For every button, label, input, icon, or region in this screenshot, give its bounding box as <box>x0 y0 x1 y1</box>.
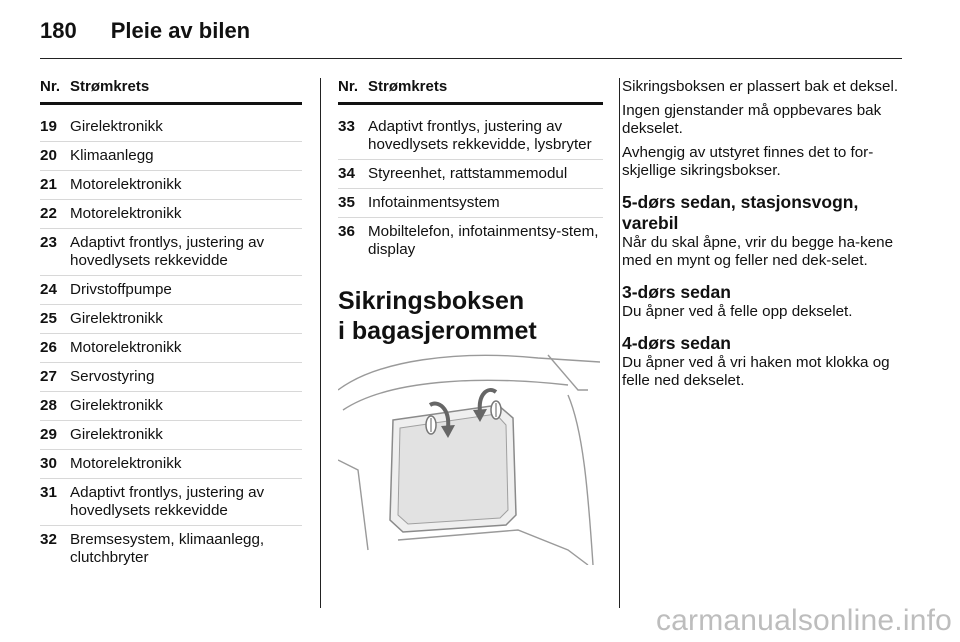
fusebox-cover <box>390 405 516 532</box>
table-header <box>338 78 603 105</box>
row-text: Motorelektronikk <box>70 205 182 222</box>
text-column-right <box>622 78 902 396</box>
paragraph: Sikringsboksen er plassert bak et deksel. <box>622 78 899 95</box>
column-header-circuit: Strømkrets <box>368 78 448 95</box>
row-text: Infotainmentsystem <box>368 194 500 211</box>
page-title: Pleie av bilen <box>110 18 251 43</box>
column-header-nr: Nr. <box>338 78 359 95</box>
row-text: Motorelektronikk <box>70 455 182 472</box>
subheading: 4-dørs sedan <box>622 333 731 353</box>
row-text: Adaptivt frontlys, justering av hovedlysets rekkevidde, lysbryter <box>368 118 592 153</box>
watermark: carmanualsonline.info <box>655 604 952 637</box>
section-title <box>338 286 603 346</box>
table-body <box>40 113 302 572</box>
row-number: 25 <box>40 310 57 327</box>
paragraph: Avhengig av utstyret finnes det to for-skjellige sikringsbokser. <box>622 144 874 179</box>
row-text: Motorelektronikk <box>70 176 182 193</box>
row-number: 35 <box>338 194 355 211</box>
row-number: 23 <box>40 234 57 251</box>
row-text: Klimaanlegg <box>70 147 154 164</box>
row-text: Girelektronikk <box>70 397 163 414</box>
column-divider-2 <box>619 78 620 608</box>
table-row <box>40 421 302 450</box>
header-divider <box>40 58 902 59</box>
row-text: Adaptivt frontlys, justering av hovedlysets rekkevidde <box>70 484 265 519</box>
paragraph: Du åpner ved å felle opp dekselet. <box>622 303 853 320</box>
row-number: 36 <box>338 223 355 240</box>
column-header-nr: Nr. <box>40 78 61 95</box>
table-row <box>40 200 302 229</box>
paragraph: Ingen gjenstander må oppbevares bak dekselet. <box>622 102 882 137</box>
section-title-line-1: Sikringsboksen <box>338 287 525 315</box>
table-row <box>40 334 302 363</box>
table-row <box>40 113 302 142</box>
row-text: Styreenhet, rattstammemodul <box>368 165 568 182</box>
row-number: 19 <box>40 118 57 135</box>
row-text: Motorelektronikk <box>70 339 182 356</box>
subheading: 3-dørs sedan <box>622 282 731 302</box>
row-number: 31 <box>40 484 57 501</box>
paragraph: Når du skal åpne, vrir du begge ha-kene med en mynt og feller ned dek-selet. <box>622 234 894 269</box>
row-text: Mobiltelefon, infotainmentsy-stem, display <box>368 223 599 258</box>
row-number: 27 <box>40 368 57 385</box>
table-row <box>338 218 603 264</box>
table-row <box>338 189 603 218</box>
latch-right-icon <box>491 401 501 419</box>
row-number: 28 <box>40 397 57 414</box>
table-row <box>40 171 302 200</box>
row-text: Bremsesystem, klimaanlegg, clutchbryter <box>70 531 265 566</box>
row-text: Girelektronikk <box>70 426 163 443</box>
table-row <box>40 142 302 171</box>
table-row <box>40 305 302 334</box>
table-row <box>40 479 302 526</box>
table-row <box>338 160 603 189</box>
section-title-line-2: i bagasjerommet <box>338 317 537 345</box>
subheading: 5-dørs sedan, stasjonsvogn, varebil <box>622 192 859 233</box>
column-divider-1 <box>320 78 321 608</box>
trunk-fusebox-illustration <box>338 350 600 565</box>
table-row <box>40 526 302 572</box>
fuse-table-middle <box>338 78 603 346</box>
paragraph: Du åpner ved å vri haken mot klokka og felle ned dekselet. <box>622 354 890 389</box>
table-row <box>40 363 302 392</box>
row-text: Girelektronikk <box>70 310 163 327</box>
table-row <box>40 392 302 421</box>
table-header <box>40 78 302 105</box>
table-row <box>40 450 302 479</box>
page-number: 180 <box>40 18 77 43</box>
row-number: 29 <box>40 426 57 443</box>
row-number: 30 <box>40 455 57 472</box>
row-number: 22 <box>40 205 57 222</box>
row-text: Girelektronikk <box>70 118 163 135</box>
row-text: Drivstoffpumpe <box>70 281 172 298</box>
row-number: 34 <box>338 165 355 182</box>
table-row <box>338 113 603 160</box>
row-number: 32 <box>40 531 57 548</box>
row-number: 21 <box>40 176 57 193</box>
row-number: 24 <box>40 281 57 298</box>
column-header-circuit: Strømkrets <box>70 78 150 95</box>
row-text: Adaptivt frontlys, justering av hovedlysets rekkevidde <box>70 234 265 269</box>
table-body <box>338 113 603 264</box>
page-header <box>40 18 250 48</box>
fuse-table-left <box>40 78 302 572</box>
row-number: 26 <box>40 339 57 356</box>
latch-left-icon <box>426 416 436 434</box>
row-number: 20 <box>40 147 57 164</box>
table-row <box>40 276 302 305</box>
row-text: Servostyring <box>70 368 155 385</box>
row-number: 33 <box>338 118 355 135</box>
table-row <box>40 229 302 276</box>
